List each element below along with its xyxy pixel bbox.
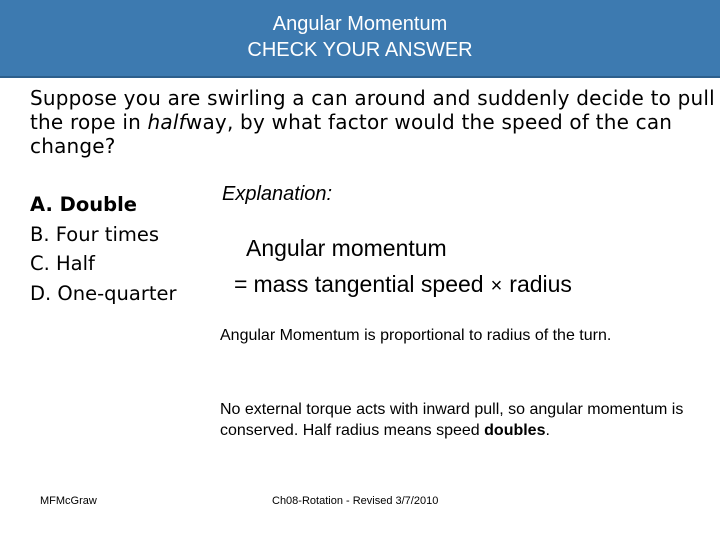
paragraph2-bold: doubles <box>484 422 546 439</box>
slide-subtitle: CHECK YOUR ANSWER <box>247 39 473 61</box>
question-text <box>30 86 715 158</box>
footer-author: MFMcGraw <box>40 495 97 507</box>
question-part1: Suppose you are swirling a can around and suddenly decide to pull the rope in <box>30 86 715 134</box>
question-part2: way, by what factor would the speed of the can change? <box>30 110 673 158</box>
explanation-paragraph-1: Angular Momentum is proportional to radius of the turn. <box>220 327 612 344</box>
footer-revision: Ch08-Rotation - Revised 3/7/2010 <box>272 495 439 507</box>
formula-line2 <box>234 266 572 304</box>
explanation-paragraph-2 <box>220 399 690 441</box>
option-a: A. Double <box>30 193 137 216</box>
option-b: B. Four times <box>30 222 160 246</box>
question-emphasis: half <box>147 110 186 134</box>
paragraph2-text: No external torque acts with inward pull, so angular momentum is conserved. Half radius means speed <box>220 401 684 439</box>
times-sign: × <box>490 275 503 297</box>
option-d: D. One-quarter <box>30 281 177 305</box>
answer-options <box>30 190 177 308</box>
formula-term1: mass tangential speed <box>253 271 484 297</box>
formula-line1: Angular momentum <box>246 235 447 261</box>
explanation-label: Explanation: <box>222 183 333 205</box>
title-banner <box>0 0 720 78</box>
paragraph2-end: . <box>545 422 550 439</box>
slide-title: Angular Momentum <box>272 13 448 35</box>
option-c: C. Half <box>30 252 95 275</box>
formula-term2: radius <box>509 271 572 297</box>
equals-sign: = <box>234 271 248 297</box>
formula <box>234 230 572 304</box>
